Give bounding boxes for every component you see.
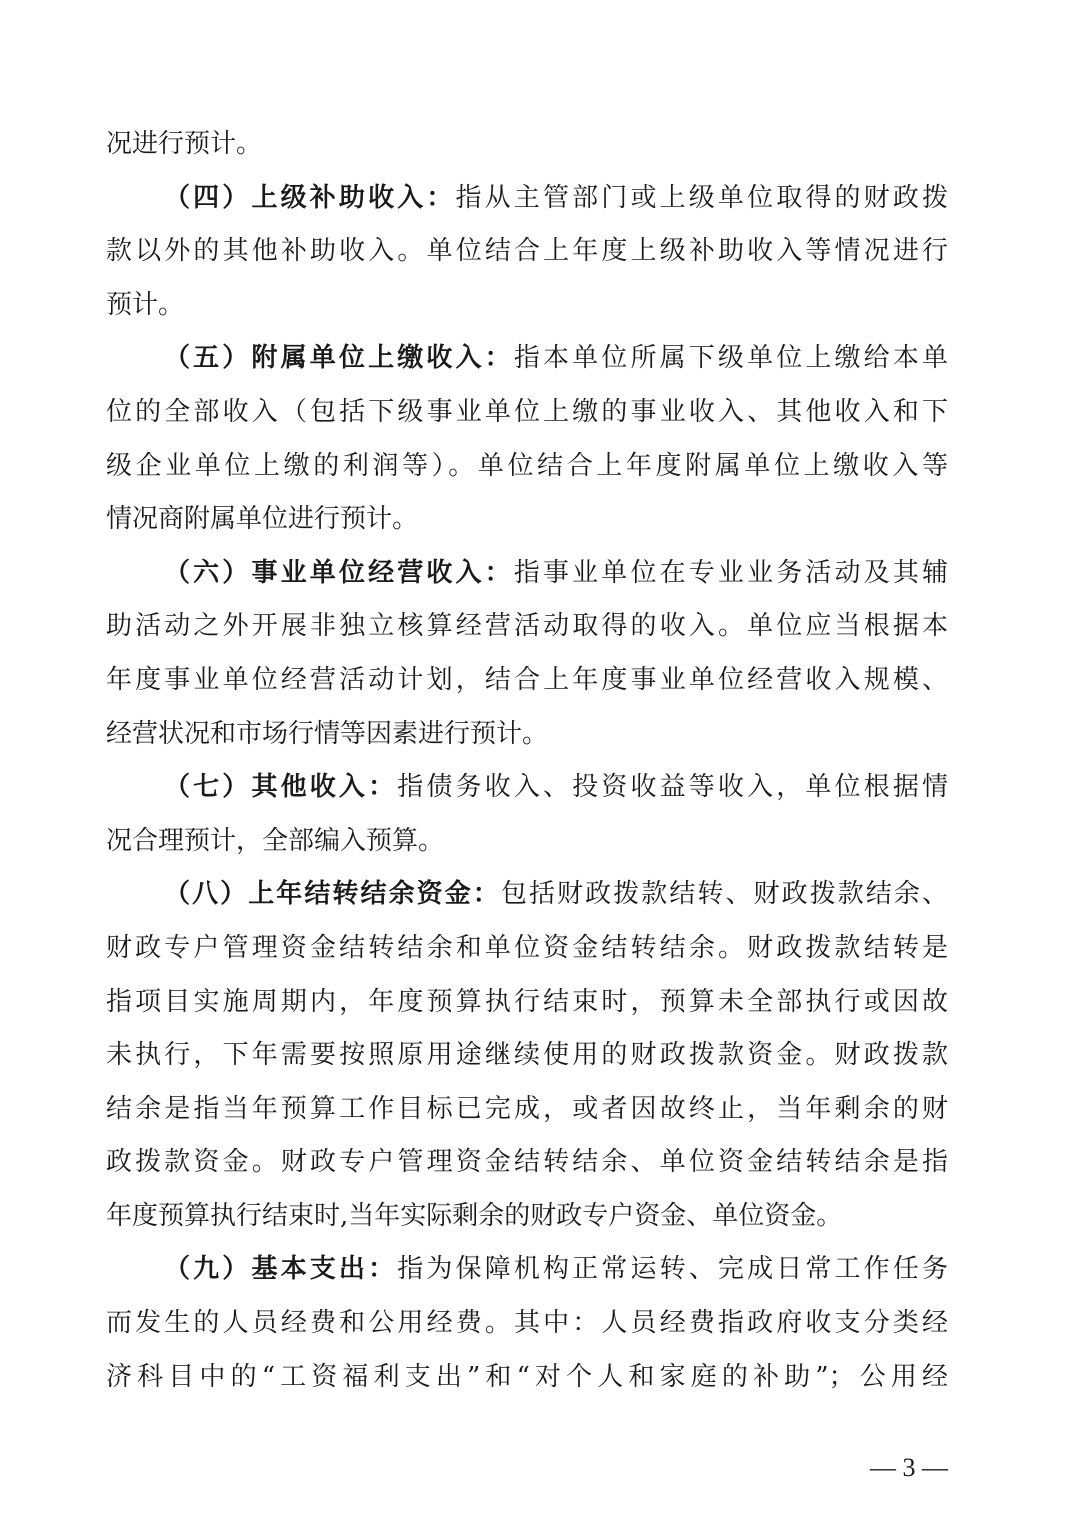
term-heading: （八）上年结转结余资金： [164,879,501,910]
paragraph-6-line-1: （六）事业单位经营收入：指事业单位在专业业务活动及其辅 [164,557,948,588]
paragraph-line: 位的全部收入（包括下级事业单位上缴的事业收入、其他收入和下 [106,396,948,427]
paragraph-line: 财政专户管理资金结转结余和单位资金结转结余。财政拨款结转是 [106,932,948,963]
document-body [106,118,948,1404]
paragraph-line: 年度预算执行结束时,当年实际剩余的财政专户资金、单位资金。 [106,1200,843,1231]
paragraph-line: 级企业单位上缴的利润等）。单位结合上年度附属单位上缴收入等 [106,450,948,481]
paragraph-line: 未执行，下年需要按照原用途继续使用的财政拨款资金。财政拨款 [106,1040,948,1071]
page-number: — 3 — [870,1453,948,1482]
paragraph-line: 而发生的人员经费和公用经费。其中：人员经费指政府收支分类经 [106,1308,948,1339]
paragraph-line: 年度事业单位经营活动计划，结合上年度事业单位经营收入规模、 [106,664,948,695]
term-heading: （五）附属单位上缴收入： [164,343,514,374]
paragraph-4-line-1: （四）上级补助收入：指从主管部门或上级单位取得的财政拨 [164,182,948,213]
paragraph-line: 预计。 [106,289,185,320]
paragraph-5-line-1: （五）附属单位上缴收入：指本单位所属下级单位上缴给本单 [164,343,948,374]
paragraph-line: 政拨款资金。财政专户管理资金结转结余、单位资金结转结余是指 [106,1147,948,1178]
paragraph-line: 况进行预计。 [106,129,263,159]
term-heading: （七）其他收入： [164,772,398,803]
paragraph-line: 款以外的其他补助收入。单位结合上年度上级补助收入等情况进行 [106,236,948,267]
paragraph-line: 助活动之外开展非独立核算经营活动取得的收入。单位应当根据本 [106,611,948,642]
paragraph-8-line-1: （八）上年结转结余资金：包括财政拨款结转、财政拨款结余、 [164,879,948,910]
paragraph-line: 济科目中的“工资福利支出”和“对个人和家庭的补助”；公用经 [106,1361,948,1392]
paragraph-line: 结余是指当年预算工作目标已完成，或者因故终止，当年剩余的财 [106,1093,948,1124]
term-heading: （四）上级补助收入： [164,182,456,213]
paragraph-line: 况合理预计，全部编入预算。 [106,825,445,856]
paragraph-9-line-1: （九）基本支出：指为保障机构正常运转、完成日常工作任务 [164,1254,948,1285]
term-heading: （九）基本支出： [164,1254,398,1285]
term-heading: （六）事业单位经营收入： [164,557,514,588]
paragraph-line: 情况商附属单位进行预计。 [106,504,419,535]
paragraph-7-line-1: （七）其他收入：指债务收入、投资收益等收入，单位根据情 [164,772,948,803]
paragraph-line: 指项目实施周期内，年度预算执行结束时，预算未全部执行或因故 [106,986,948,1017]
paragraph-line: 经营状况和市场行情等因素进行预计。 [106,718,549,749]
